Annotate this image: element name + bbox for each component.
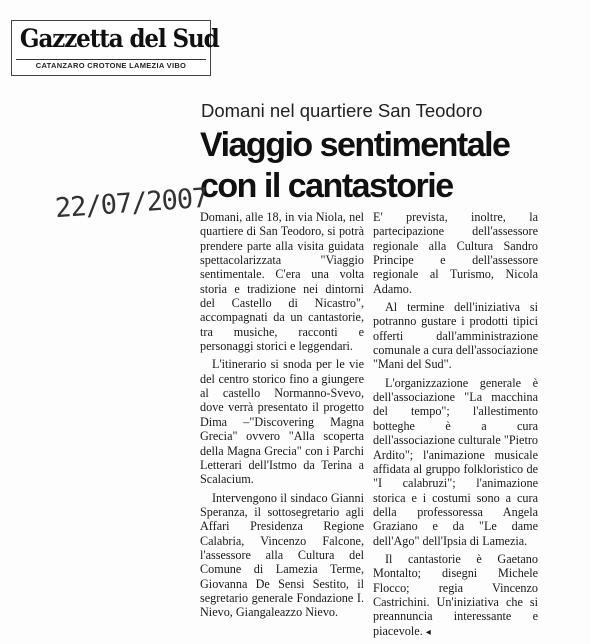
paragraph: Domani, alle 18, in via Niola, nel quartiere di San Teodoro, si potrà prendere parte alla visita guidata spettacolarizzata "Viaggio sentimentale. C'era una volta storia e tradizione nei dintorni del Castello di Nicastro", accompagnati da un cantastorie, tra musiche, racconti e personaggi storici e leggendari. [200, 210, 364, 354]
article-headline: Viaggio sentimentale con il cantastorie [200, 126, 510, 205]
paragraph: Intervengono il sindaco Gianni Speranza, il sottosegretario agli Affari Presidenza Regione Calabria, Vincenzo Falcone, l'assessore alla Cultura del Comune di Lamezia Terme, Giovanna De Sensi Sestito, il segretario generale Fondazione I. Nievo, Giangaleazzo Nievo. [200, 490, 364, 620]
end-mark-icon: ◂ [425, 626, 431, 638]
paragraph: Il cantastorie è Gaetano Montalto; disegni Michele Flocco; regia Vincenzo Castrichini. Un'iniziativa che si preannuncia interessante e piacevole. [373, 551, 538, 638]
article-column-right [373, 210, 538, 644]
paragraph-last [373, 552, 538, 640]
masthead-cities: CATANZARO CROTONE LAMEZIA VIBO [35, 61, 187, 70]
paragraph: L'itinerario si snoda per le vie del centro storico fino a giungere al castello Normanno-Svevo, dove verrà presentato il progetto Dima –"Discovering Magna Grecia" ovvero "Alla scoperta della Magna Grecia" con i Parchi Letterari dell'Istmo da Terina a Scalacium. [200, 357, 364, 487]
newspaper-logo: Gazzetta del Sud [19, 24, 219, 53]
handwritten-date: 22/07/2007 [54, 182, 209, 225]
article-kicker: Domani nel quartiere San Teodoro [201, 100, 483, 121]
masthead-rule [16, 59, 206, 60]
paragraph: E' prevista, inoltre, la partecipazione dell'assessore regionale alla Cultura Sandro Principe e dell'assessore regionale al Turismo, Nicola Adamo. [373, 210, 538, 296]
newspaper-masthead [11, 20, 219, 76]
paragraph: Al termine dell'iniziativa si potranno gustare i prodotti tipici offerti dall'amministrazione comunale a cura dell'associazione "Mani del Sud". [373, 300, 538, 372]
paragraph: L'organizzazione generale è dell'associazione "La macchina del tempo"; l'allestimento botteghe è a cura dell'associazione culturale "Pietro Ardito"; l'animazione musicale affidata al gruppo folkloristico de "I calabruzi"; l'animazione storica e i costumi sono a cura della professoressa Angela Graziano e da "Le dame dell'Ago" dell'Ipsia di Lamezia. [373, 375, 538, 548]
article-column-left [200, 210, 364, 624]
